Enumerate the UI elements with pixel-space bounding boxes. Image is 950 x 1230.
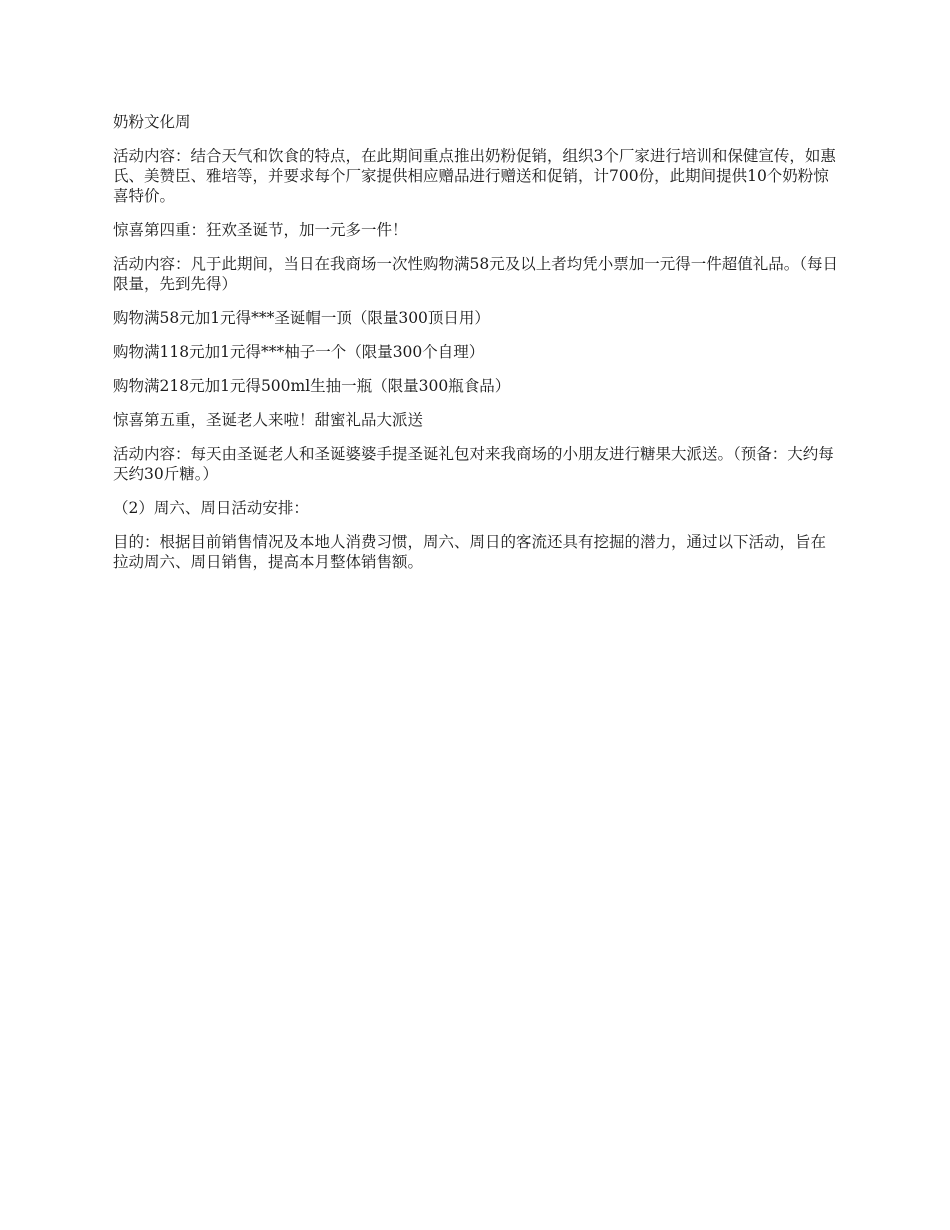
purpose-paragraph: 目的：根据目前销售情况及本地人消费习惯，周六、周日的客流还具有挖掘的潜力，通过以下活动，旨在拉动周六、周日销售，提高本月整体销售额。 [113,533,827,571]
offer-item-118: 购物满118元加1元得***柚子一个（限量300个自理） [113,343,485,361]
offer-item-58: 购物满58元加1元得***圣诞帽一顶（限量300顶日用） [113,309,490,327]
section-heading-milk-powder-week: 奶粉文化周 [113,113,191,131]
section-heading-surprise-five: 惊喜第五重，圣诞老人来啦！甜蜜礼品大派送 [113,411,424,429]
section-heading-weekend: （2）周六、周日活动安排： [113,499,309,517]
document-page [113,112,840,586]
section-heading-surprise-four: 惊喜第四重：狂欢圣诞节，加一元多一件！ [113,221,408,239]
activity-description-surprise-four: 活动内容：凡于此期间，当日在我商场一次性购物满58元及以上者均凭小票加一元得一件超值礼品。（每日限量，先到先得） [113,255,838,293]
activity-description-surprise-five: 活动内容：每天由圣诞老人和圣诞婆婆手提圣诞礼包对来我商场的小朋友进行糖果大派送。（预备：大约每天约30斤糖。） [113,445,834,483]
offer-item-218: 购物满218元加1元得500ml生抽一瓶（限量300瓶食品） [113,377,511,395]
activity-description-milk-powder: 活动内容：结合天气和饮食的特点，在此期间重点推出奶粉促销，组织3个厂家进行培训和保健宣传，如惠氏、美赞臣、雅培等，并要求每个厂家提供相应赠品进行赠送和促销，计700份，此期间提供10个奶粉惊喜特价。 [113,147,836,205]
